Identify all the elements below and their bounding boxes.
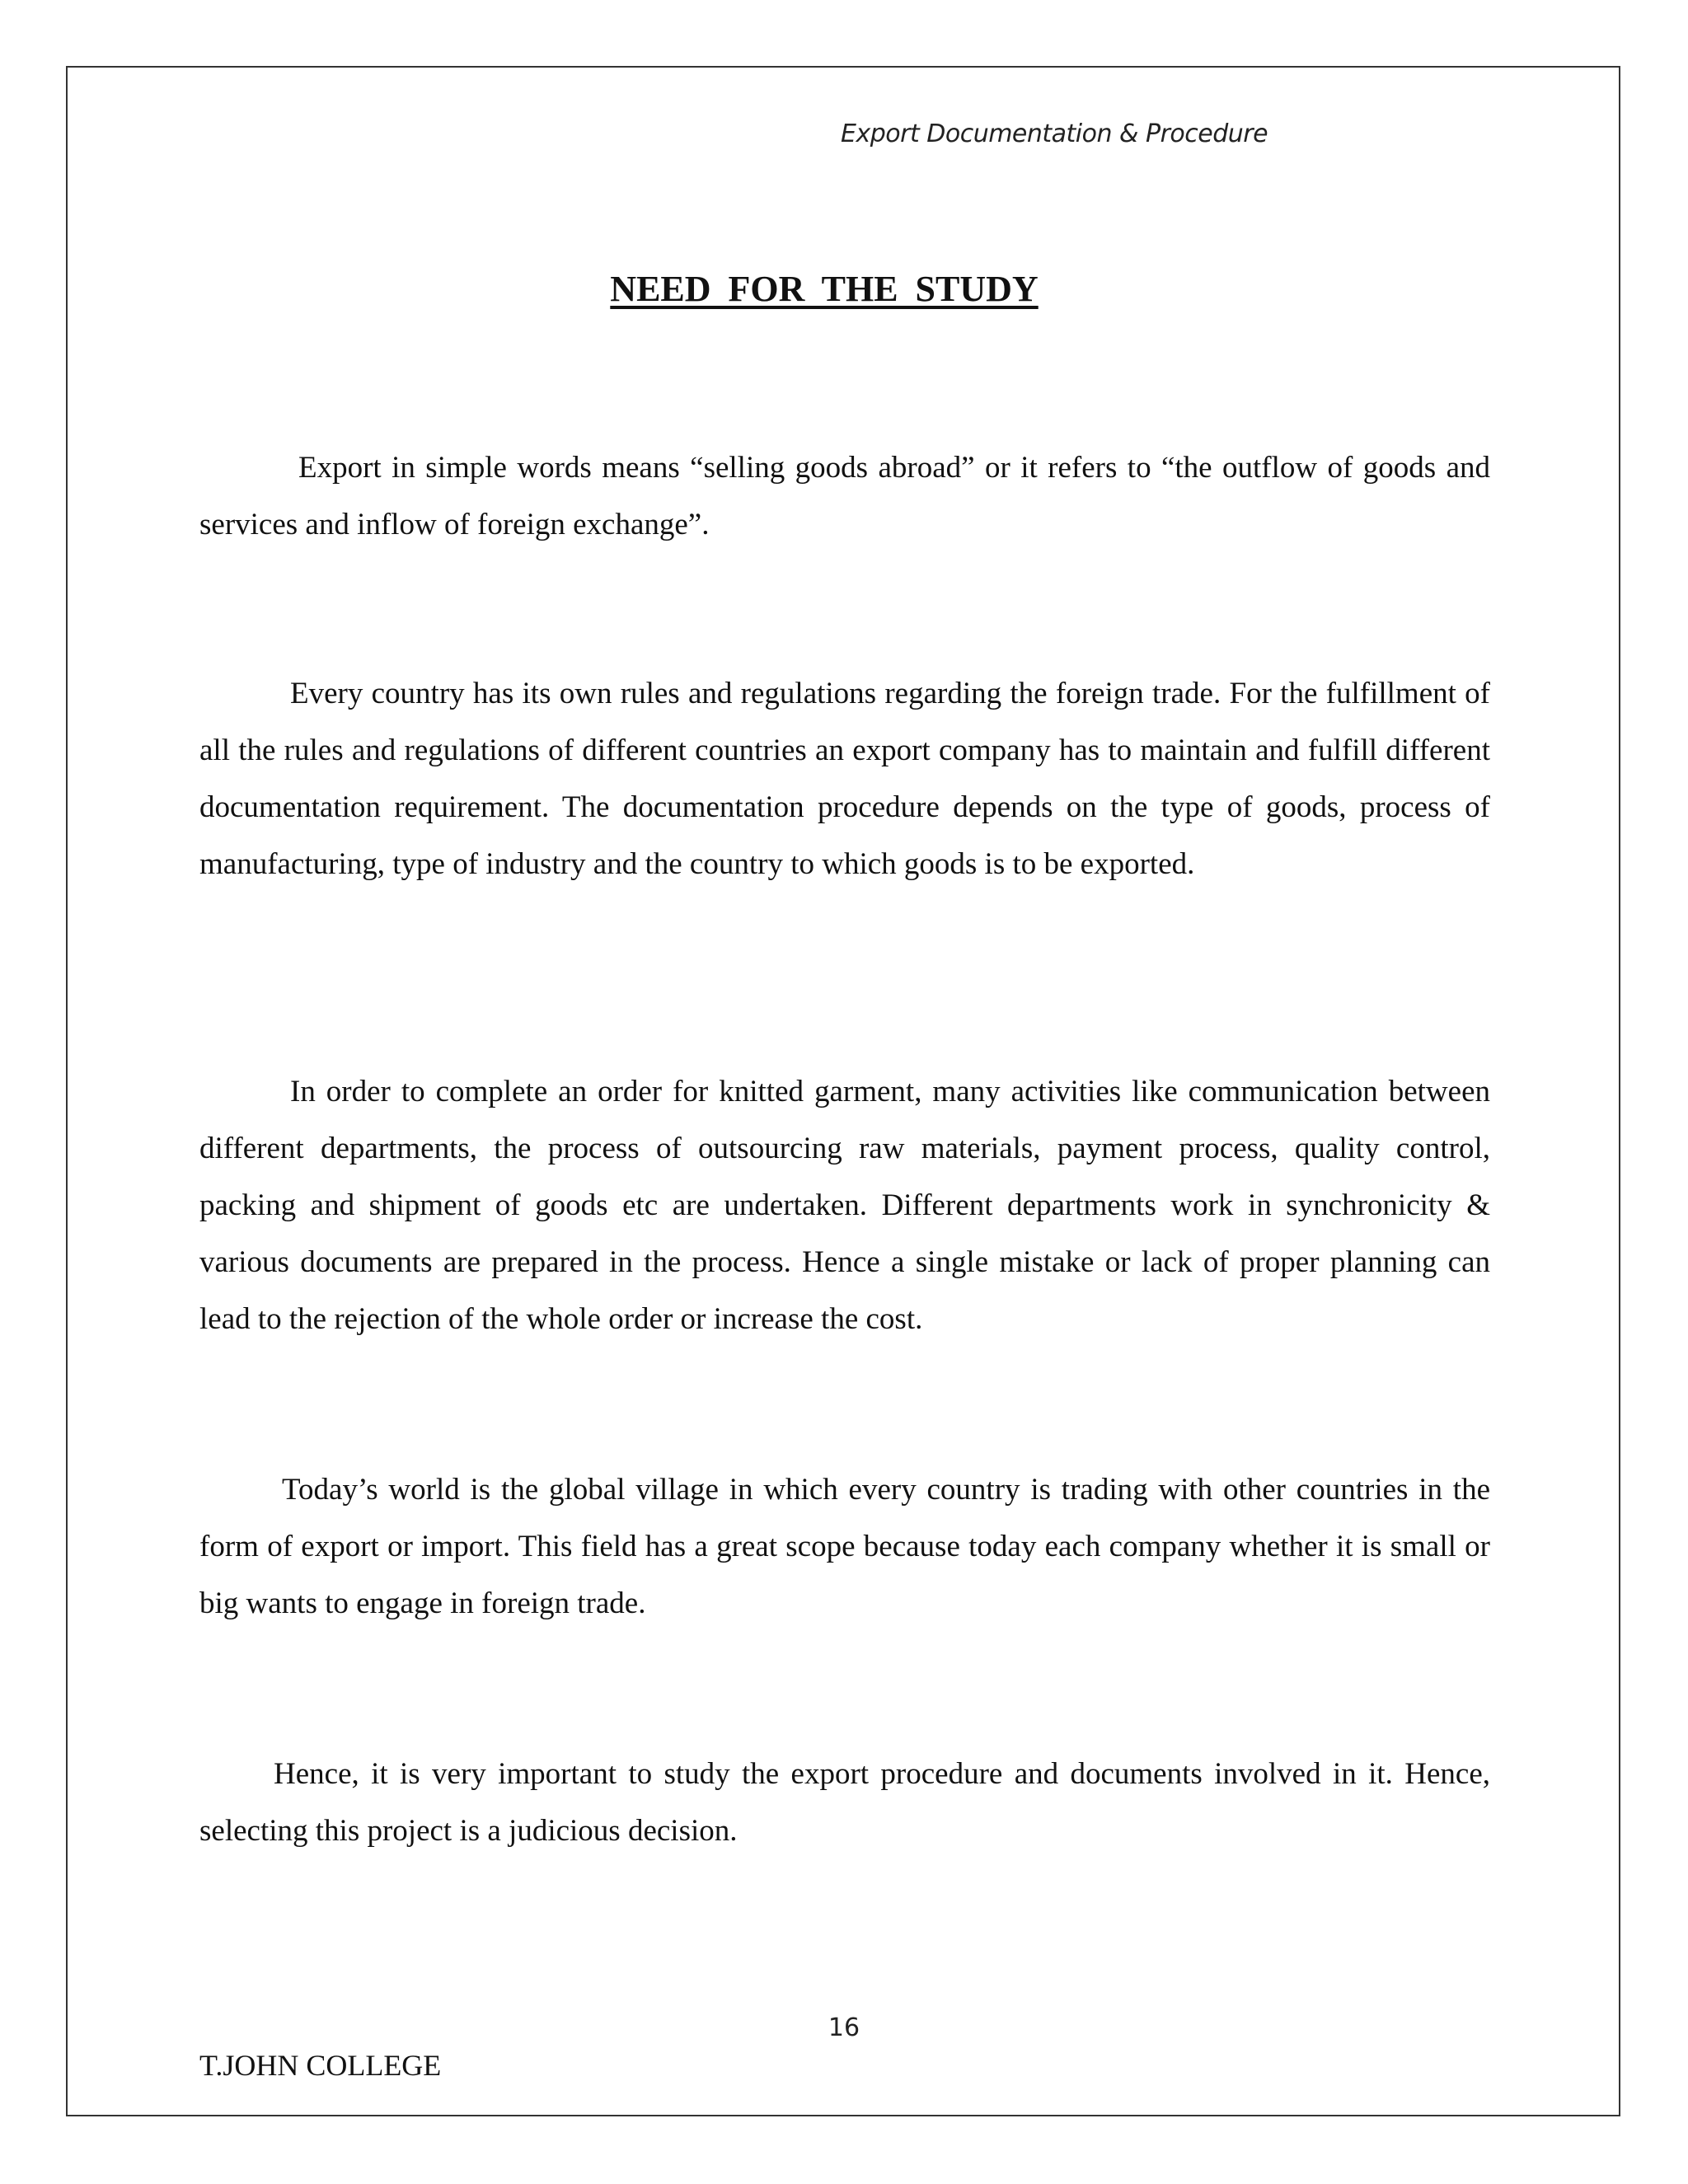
footer-college-name: T.JOHN COLLEGE: [199, 2049, 442, 2082]
paragraph-4: Today’s world is the global village in which every country is trading with other countries in the form of export or import. This field has a great scope because today each company whether it is small or big wants to engage in foreign trade.: [199, 1473, 1490, 1620]
paragraph-2: Every country has its own rules and regulations regarding the foreign trade. For the fulfillment of all the rules and regulations of different countries an export company has to maintain and fulfill different documentation requirement. The documentation procedure depends on the type of goods, process of manufacturing, type of industry and the country to which goods is to be exported.: [199, 677, 1490, 881]
running-header: Export Documentation & Procedure: [841, 120, 1268, 148]
page-number: 16: [828, 2013, 860, 2042]
page-title: NEED FOR THE STUDY: [610, 269, 1039, 309]
paragraph-3: In order to complete an order for knitted garment, many activities like communication between different departments, the process of outsourcing raw materials, payment process, quality control, packing and shipment of goods etc are undertaken. Different departments work in synchronicity & various documents are prepared in the process. Hence a single mistake or lack of proper planning can lead to the rejection of the whole order or increase the cost.: [199, 1075, 1490, 1336]
paragraph-5: Hence, it is very important to study the export procedure and documents involved in it. Hence, selecting this project is a judicious decision.: [199, 1757, 1490, 1848]
paragraph-1: Export in simple words means “selling goods abroad” or it refers to “the outflow of goods and services and inflow of foreign exchange”.: [199, 451, 1490, 541]
